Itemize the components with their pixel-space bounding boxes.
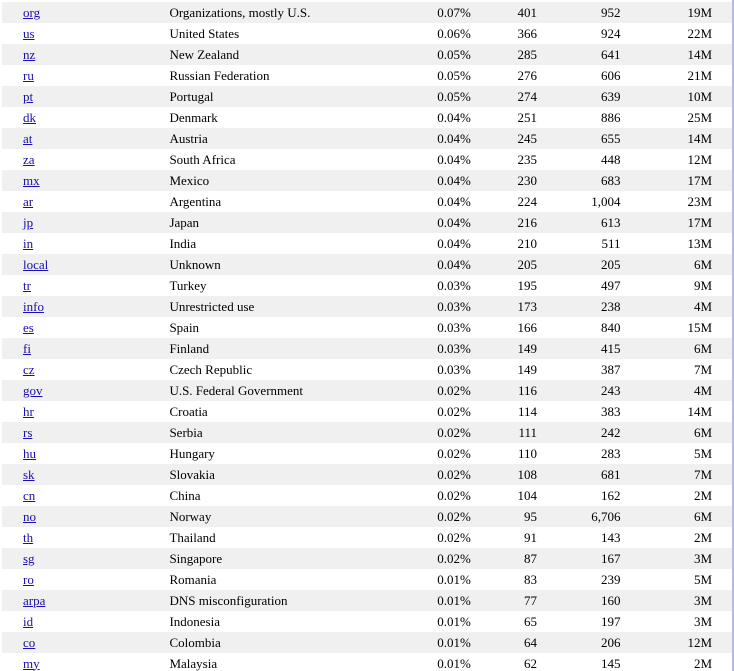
domain-percent-cell: 0.03%: [339, 338, 471, 359]
domain-code-link-cell[interactable]: [2, 44, 163, 65]
domain-hits-cell: 62: [524, 655, 538, 671]
domain-code-link[interactable]: my: [23, 655, 40, 671]
domains-table: [2, 2, 732, 671]
domain-percent-cell: 0.01%: [437, 655, 471, 671]
domain-row: [2, 527, 732, 548]
domain-files-cell: 6,706: [537, 506, 620, 527]
domain-code-link[interactable]: hu: [23, 445, 36, 461]
domain-description-cell: Serbia: [163, 422, 339, 443]
domain-code-link-cell[interactable]: [2, 233, 163, 254]
domain-bytes-cell: 14M: [621, 44, 733, 65]
domain-files-cell: 511: [601, 235, 621, 251]
domain-percent-cell: 0.02%: [437, 487, 471, 503]
domain-hits-cell: 111: [471, 422, 537, 443]
domain-percent-cell: 0.04%: [437, 151, 471, 167]
domain-percent-cell: 0.02%: [339, 380, 471, 401]
domain-files-cell: 242: [537, 422, 620, 443]
domain-bytes-cell: 4M: [621, 296, 733, 317]
domain-code-link-cell[interactable]: [2, 464, 163, 485]
domain-code-link[interactable]: cn: [23, 487, 36, 503]
domain-files-cell: 606: [601, 67, 621, 83]
domain-row: [2, 590, 732, 611]
domain-files-cell: 238: [537, 296, 620, 317]
domain-percent-cell: 0.02%: [339, 506, 471, 527]
domain-row: [2, 464, 732, 485]
domain-files-cell: 239: [601, 571, 621, 587]
domain-description-cell: U.S. Federal Government: [163, 380, 339, 401]
domain-bytes-cell: 3M: [621, 590, 733, 611]
domain-files-cell: 681: [537, 464, 620, 485]
domain-code-link[interactable]: at: [23, 130, 33, 146]
domain-code-link-cell[interactable]: [2, 149, 163, 170]
domain-code-link-cell[interactable]: [2, 548, 163, 569]
domain-code-link[interactable]: co: [23, 634, 36, 650]
domain-code-link-cell[interactable]: [2, 128, 163, 149]
domain-percent-cell: 0.04%: [437, 109, 471, 125]
domain-hits-cell: 114: [517, 403, 538, 419]
domain-code-link-cell[interactable]: [2, 2, 163, 23]
domain-percent-cell: 0.02%: [437, 529, 471, 545]
domain-code-link[interactable]: info: [23, 298, 44, 314]
domain-bytes-cell: 10M: [621, 86, 733, 107]
domain-bytes-cell: 15M: [687, 319, 712, 335]
domain-row: [2, 296, 732, 317]
domain-code-link-cell[interactable]: [2, 506, 163, 527]
domain-hits-cell: 205: [471, 254, 537, 275]
domain-code-link-cell[interactable]: [2, 590, 163, 611]
domain-hits-cell: 195: [517, 277, 538, 293]
domain-code-link-cell[interactable]: [2, 296, 163, 317]
domain-description-cell: Argentina: [169, 193, 222, 209]
domain-bytes-cell: 14M: [621, 128, 733, 149]
domain-code-link-cell[interactable]: [2, 359, 163, 380]
domain-row: [2, 632, 732, 653]
domain-hits-cell: 210: [517, 235, 538, 251]
domain-row: [2, 233, 732, 254]
domain-code-link-cell[interactable]: [2, 527, 163, 548]
domain-code-link[interactable]: in: [23, 235, 34, 251]
domain-row: [2, 149, 732, 170]
domain-description-cell: South Africa: [169, 151, 236, 167]
domain-row: [2, 653, 732, 671]
domain-code-link[interactable]: gov: [23, 382, 43, 398]
domain-code-link[interactable]: arpa: [23, 592, 46, 608]
domain-row: [2, 485, 732, 506]
domain-hits-cell: 77: [471, 590, 537, 611]
domain-row: [2, 170, 732, 191]
domain-code-link-cell[interactable]: [2, 422, 163, 443]
domain-percent-cell: 0.05%: [437, 67, 471, 83]
domain-row: [2, 191, 732, 212]
domain-bytes-cell: 19M: [621, 2, 733, 23]
domain-bytes-cell: 21M: [687, 67, 712, 83]
domain-hits-cell: 116: [471, 380, 537, 401]
domain-row: [2, 128, 732, 149]
domain-percent-cell: 0.04%: [339, 254, 471, 275]
domain-description-cell: Colombia: [163, 632, 339, 653]
domain-hits-cell: 173: [471, 296, 537, 317]
domain-code-link[interactable]: ar: [23, 193, 34, 209]
domain-hits-cell: 245: [471, 128, 537, 149]
domain-row: [2, 65, 732, 86]
domain-percent-cell: 0.03%: [437, 361, 471, 377]
domain-hits-cell: 149: [517, 361, 538, 377]
domain-bytes-cell: 14M: [687, 403, 712, 419]
domain-bytes-cell: 22M: [687, 25, 712, 41]
domain-description-cell: Russian Federation: [169, 67, 270, 83]
domain-hits-cell: 230: [471, 170, 537, 191]
domain-bytes-cell: 12M: [621, 632, 733, 653]
domain-code-link-cell[interactable]: [2, 275, 163, 296]
domain-description-cell: Japan: [163, 212, 339, 233]
domain-description-cell: Denmark: [169, 109, 218, 125]
domain-percent-cell: 0.04%: [437, 193, 471, 209]
domain-description-cell: United States: [169, 25, 240, 41]
domain-files-cell: 952: [537, 2, 620, 23]
domain-bytes-cell: 2M: [693, 487, 712, 503]
domain-code-link-cell[interactable]: [2, 107, 163, 128]
domain-bytes-cell: 25M: [687, 109, 712, 125]
domain-files-cell: 448: [601, 151, 621, 167]
domain-files-cell: 1,004: [591, 193, 621, 209]
domain-description-cell: Unrestricted use: [163, 296, 339, 317]
domain-code-link[interactable]: hr: [23, 403, 34, 419]
domain-row: [2, 338, 732, 359]
domain-files-cell: 497: [601, 277, 621, 293]
domain-code-link[interactable]: us: [23, 25, 35, 41]
domain-hits-cell: 95: [471, 506, 537, 527]
domain-bytes-cell: 7M: [693, 361, 712, 377]
domain-percent-cell: 0.03%: [437, 277, 471, 293]
domain-code-link[interactable]: rs: [23, 424, 33, 440]
domain-files-cell: 160: [537, 590, 620, 611]
domain-hits-cell: 285: [471, 44, 537, 65]
domain-files-cell: 283: [601, 445, 621, 461]
domain-percent-cell: 0.06%: [437, 25, 471, 41]
domain-percent-cell: 0.05%: [339, 44, 471, 65]
domain-hits-cell: 274: [471, 86, 537, 107]
domain-description-cell: Malaysia: [169, 655, 218, 671]
domain-row: [2, 548, 732, 569]
domain-code-link[interactable]: za: [23, 151, 35, 167]
domain-percent-cell: 0.05%: [339, 86, 471, 107]
domain-row: [2, 401, 732, 422]
domain-bytes-cell: 6M: [621, 506, 733, 527]
domain-percent-cell: 0.02%: [339, 422, 471, 443]
domain-code-link[interactable]: tr: [23, 277, 31, 293]
domain-files-cell: 162: [601, 487, 621, 503]
domain-files-cell: 641: [537, 44, 620, 65]
domain-code-link-cell[interactable]: [2, 65, 163, 86]
domain-description-cell: New Zealand: [163, 44, 339, 65]
domain-files-cell: 243: [537, 380, 620, 401]
domain-hits-cell: 401: [471, 2, 537, 23]
domain-bytes-cell: 3M: [621, 548, 733, 569]
domain-code-link-cell[interactable]: [2, 569, 163, 590]
domain-code-link-cell[interactable]: [2, 317, 163, 338]
domain-files-cell: 655: [537, 128, 620, 149]
domain-bytes-cell: 2M: [693, 529, 712, 545]
domain-row: [2, 611, 732, 632]
domain-description-cell: Czech Republic: [169, 361, 253, 377]
domain-hits-cell: 224: [517, 193, 538, 209]
domain-bytes-cell: 5M: [693, 445, 712, 461]
domain-percent-cell: 0.02%: [437, 403, 471, 419]
domain-description-cell: Norway: [163, 506, 339, 527]
domain-percent-cell: 0.04%: [339, 212, 471, 233]
domain-percent-cell: 0.04%: [339, 128, 471, 149]
domain-files-cell: 840: [601, 319, 621, 335]
domain-bytes-cell: 17M: [621, 170, 733, 191]
domain-percent-cell: 0.07%: [339, 2, 471, 23]
domain-files-cell: 167: [537, 548, 620, 569]
domain-bytes-cell: 5M: [693, 571, 712, 587]
domain-files-cell: 383: [601, 403, 621, 419]
domain-bytes-cell: 9M: [693, 277, 712, 293]
domain-description-cell: India: [169, 235, 197, 251]
domain-files-cell: 205: [537, 254, 620, 275]
domain-code-link[interactable]: no: [23, 508, 36, 524]
domain-row: [2, 2, 732, 23]
domain-hits-cell: 108: [471, 464, 537, 485]
domain-description-cell: Singapore: [163, 548, 339, 569]
domain-description-cell: Portugal: [163, 86, 339, 107]
domain-description-cell: Slovakia: [163, 464, 339, 485]
domain-row: [2, 212, 732, 233]
domain-percent-cell: 0.03%: [339, 296, 471, 317]
domain-hits-cell: 83: [524, 571, 538, 587]
domain-code-link[interactable]: es: [23, 319, 34, 335]
domain-code-link[interactable]: cz: [23, 361, 35, 377]
domain-percent-cell: 0.03%: [437, 319, 471, 335]
domain-files-cell: 197: [601, 613, 621, 629]
domain-code-link-cell[interactable]: [2, 170, 163, 191]
domain-percent-cell: 0.04%: [339, 170, 471, 191]
domain-code-link-cell[interactable]: [2, 254, 163, 275]
domain-code-link[interactable]: pt: [23, 88, 34, 104]
domain-code-link[interactable]: id: [23, 613, 34, 629]
domain-hits-cell: 149: [471, 338, 537, 359]
domain-row: [2, 569, 732, 590]
domain-code-link-cell[interactable]: [2, 401, 163, 422]
domain-code-link[interactable]: org: [23, 4, 41, 20]
domain-hits-cell: 91: [524, 529, 538, 545]
domain-row: [2, 443, 732, 464]
domain-code-link-cell[interactable]: [2, 653, 163, 671]
domain-files-cell: 387: [601, 361, 621, 377]
domain-code-link[interactable]: ro: [23, 571, 34, 587]
domain-code-link[interactable]: jp: [23, 214, 34, 230]
domain-row: [2, 107, 732, 128]
domain-percent-cell: 0.02%: [339, 464, 471, 485]
domain-files-cell: 143: [601, 529, 621, 545]
domain-code-link[interactable]: fi: [23, 340, 31, 356]
domain-code-link[interactable]: dk: [23, 109, 36, 125]
domain-description-cell: Thailand: [169, 529, 216, 545]
domain-description-cell: Romania: [169, 571, 217, 587]
domain-description-cell: Indonesia: [169, 613, 220, 629]
domain-hits-cell: 64: [471, 632, 537, 653]
domain-row: [2, 275, 732, 296]
domain-row: [2, 44, 732, 65]
domain-description-cell: Turkey: [169, 277, 207, 293]
domain-files-cell: 145: [601, 655, 621, 671]
domain-code-link[interactable]: sk: [23, 466, 35, 482]
domain-hits-cell: 235: [517, 151, 538, 167]
domain-description-cell: Spain: [169, 319, 200, 335]
domain-code-link-cell[interactable]: [2, 86, 163, 107]
domain-code-link[interactable]: ru: [23, 67, 34, 83]
domain-code-link-cell[interactable]: [2, 191, 163, 212]
domain-row: [2, 422, 732, 443]
domain-bytes-cell: 4M: [621, 380, 733, 401]
domain-bytes-cell: 6M: [621, 254, 733, 275]
domain-bytes-cell: 23M: [687, 193, 712, 209]
domain-percent-cell: 0.04%: [437, 235, 471, 251]
domain-description-cell: China: [169, 487, 201, 503]
domain-description-cell: Finland: [163, 338, 339, 359]
domain-bytes-cell: 6M: [621, 338, 733, 359]
domain-code-link-cell[interactable]: [2, 632, 163, 653]
domain-files-cell: 415: [537, 338, 620, 359]
domain-percent-cell: 0.02%: [437, 445, 471, 461]
domain-files-cell: 206: [537, 632, 620, 653]
domain-row: [2, 86, 732, 107]
domains-table-body: [2, 2, 732, 671]
domain-hits-cell: 110: [517, 445, 538, 461]
domain-files-cell: 613: [537, 212, 620, 233]
domain-bytes-cell: 13M: [687, 235, 712, 251]
domain-description-cell: Austria: [163, 128, 339, 149]
domain-code-link[interactable]: local: [23, 256, 49, 272]
domain-bytes-cell: 6M: [621, 422, 733, 443]
domain-hits-cell: 65: [524, 613, 538, 629]
domain-files-cell: 924: [601, 25, 621, 41]
domain-code-link-cell[interactable]: [2, 443, 163, 464]
domain-hits-cell: 87: [471, 548, 537, 569]
domain-row: [2, 359, 732, 380]
domain-bytes-cell: 2M: [693, 655, 712, 671]
domain-hits-cell: 251: [517, 109, 538, 125]
domain-code-link-cell[interactable]: [2, 338, 163, 359]
domain-hits-cell: 366: [517, 25, 538, 41]
domain-bytes-cell: 17M: [621, 212, 733, 233]
domain-code-link[interactable]: mx: [23, 172, 40, 188]
domain-percent-cell: 0.02%: [339, 548, 471, 569]
domain-code-link[interactable]: th: [23, 529, 34, 545]
domain-row: [2, 317, 732, 338]
domain-hits-cell: 104: [517, 487, 538, 503]
domain-description-cell: Unknown: [163, 254, 339, 275]
domain-row: [2, 506, 732, 527]
domain-hits-cell: 216: [471, 212, 537, 233]
domain-bytes-cell: 12M: [687, 151, 712, 167]
domain-code-link-cell[interactable]: [2, 485, 163, 506]
domain-percent-cell: 0.01%: [437, 571, 471, 587]
domain-code-link-cell[interactable]: [2, 212, 163, 233]
domain-bytes-cell: 3M: [693, 613, 712, 629]
domain-row: [2, 380, 732, 401]
domain-files-cell: 886: [601, 109, 621, 125]
domain-code-link-cell[interactable]: [2, 23, 163, 44]
domain-hits-cell: 276: [517, 67, 538, 83]
domain-code-link-cell[interactable]: [2, 380, 163, 401]
domain-code-link[interactable]: sg: [23, 550, 35, 566]
domain-percent-cell: 0.01%: [339, 632, 471, 653]
domain-files-cell: 683: [537, 170, 620, 191]
domain-percent-cell: 0.01%: [339, 590, 471, 611]
domain-code-link-cell[interactable]: [2, 611, 163, 632]
domain-bytes-cell: 7M: [621, 464, 733, 485]
domain-description-cell: Organizations, mostly U.S.: [163, 2, 339, 23]
domain-description-cell: Mexico: [163, 170, 339, 191]
domain-files-cell: 639: [537, 86, 620, 107]
domain-description-cell: Croatia: [169, 403, 208, 419]
domain-hits-cell: 166: [517, 319, 538, 335]
domain-description-cell: DNS misconfiguration: [163, 590, 339, 611]
domain-percent-cell: 0.01%: [437, 613, 471, 629]
domain-row: [2, 23, 732, 44]
domain-code-link[interactable]: nz: [23, 46, 36, 62]
domain-description-cell: Hungary: [169, 445, 215, 461]
domain-row: [2, 254, 732, 275]
